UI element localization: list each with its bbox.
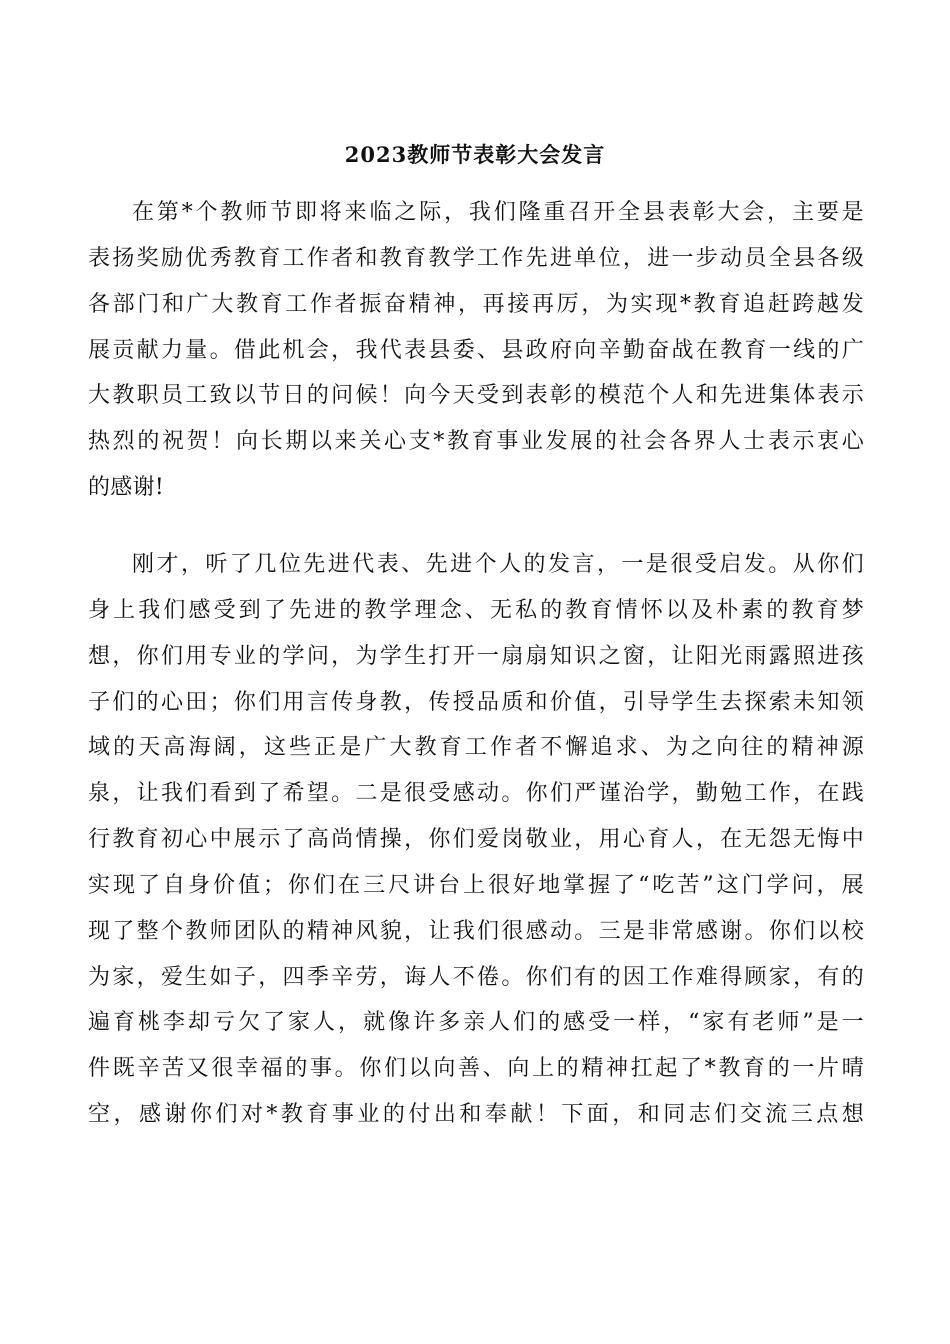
- text-line: 现了整个教师团队的精神风貌，让我们很感动。三是非常感谢。你们以校: [88, 918, 864, 944]
- text-line: 件既辛苦又很幸福的事。你们以向善、向上的精神扛起了*教育的一片晴: [88, 1056, 864, 1082]
- text-line: 大教职员工致以节日的问候！向今天受到表彰的模范个人和先进集体表示: [88, 383, 864, 409]
- text-line: 刚才，听了几位先进代表、先进个人的发言，一是很受启发。从你们: [132, 552, 864, 577]
- text-line: 想，你们用专业的学问，为学生打开一扇扇知识之窗，让阳光雨露照进孩: [88, 643, 864, 669]
- document-title: 2023教师节表彰大会发言: [344, 142, 606, 167]
- text-line: 热烈的祝贺！向长期以来关心支*教育事业发展的社会各界人士表示衷心: [88, 429, 864, 455]
- text-line: 空，感谢你们对*教育事业的付出和奉献！下面，和同志们交流三点想: [88, 1102, 864, 1128]
- text-line: 各部门和广大教育工作者振奋精神，再接再厉，为实现*教育追赶跨越发: [88, 291, 864, 317]
- text-line: 遍育桃李却亏欠了家人，就像许多亲人们的感受一样，“家有老师”是一: [88, 1010, 864, 1036]
- text-line: 在第*个教师节即将来临之际，我们隆重召开全县表彰大会，主要是: [132, 200, 864, 225]
- paragraph-opening: [88, 190, 864, 511]
- paragraph-reflections: [88, 542, 864, 1138]
- text-line: 行教育初心中展示了高尚情操，你们爱岗敬业，用心育人，在无怨无悔中: [88, 827, 864, 853]
- text-line: 展贡献力量。借此机会，我代表县委、县政府向辛勤奋战在教育一线的广: [88, 337, 864, 363]
- text-line: 为家，爱生如子，四季辛劳，诲人不倦。你们有的因工作难得顾家，有的: [88, 964, 864, 990]
- text-line: 表扬奖励优秀教育工作者和教育教学工作先进单位，进一步动员全县各级: [88, 245, 864, 271]
- text-line: 的感谢!: [88, 475, 165, 501]
- text-line: 实现了自身价值；你们在三尺讲台上很好地掌握了“吃苦”这门学问，展: [88, 872, 864, 898]
- text-line: 域的天高海阔，这些正是广大教育工作者不懈追求、为之向往的精神源: [88, 735, 864, 761]
- text-line: 泉，让我们看到了希望。二是很受感动。你们严谨治学，勤勉工作，在践: [88, 781, 864, 807]
- text-line: 身上我们感受到了先进的教学理念、无私的教育情怀以及朴素的教育梦: [88, 597, 864, 623]
- text-line: 子们的心田；你们用言传身教，传授品质和价值，引导学生去探索未知领: [88, 689, 864, 715]
